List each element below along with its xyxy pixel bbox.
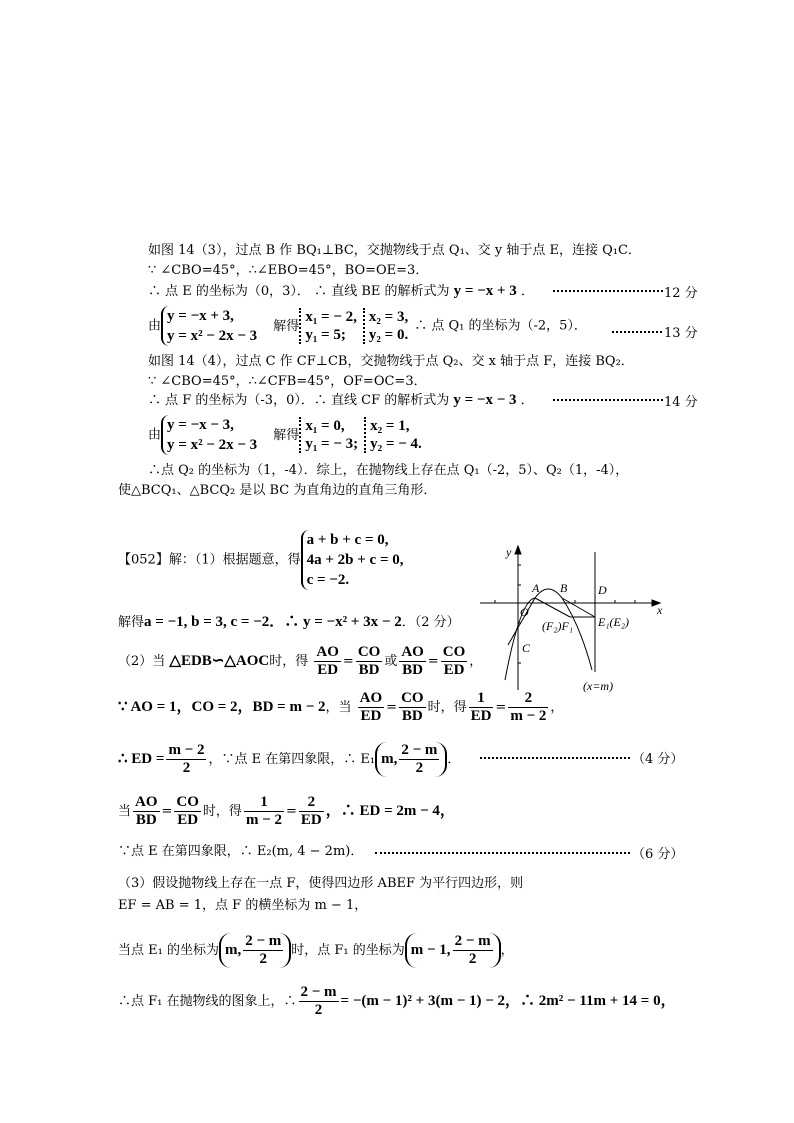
text: 解得 — [273, 318, 300, 334]
text-line: 使△BCQ₁、△BCQ₂ 是以 BC 为直角边的直角三角形． — [118, 483, 437, 498]
score: 12 分 — [664, 286, 698, 301]
leader-dots — [480, 757, 630, 759]
text: 由 — [148, 427, 162, 443]
score: 13 分 — [664, 326, 698, 341]
leader-dots — [612, 331, 662, 333]
equation-system: y = −x + 3, y = x² − 2x − 3 — [161, 306, 257, 346]
line-be — [562, 598, 595, 617]
text-line: 如图 14（3），过点 B 作 BQ₁⊥BC，交抛物线于点 Q₁、交 y 轴于点 E，连接 Q₁C． — [148, 243, 641, 258]
label-x-equals-m: (x=m) — [583, 679, 614, 693]
text: ∴ 点 Q₁ 的坐标为（-2，5）． — [414, 318, 587, 334]
text: ∴ 点 E 的坐标为（0，3）． ∴ 直线 BE 的解析式为 — [148, 284, 450, 299]
score: 14 分 — [664, 395, 698, 410]
text: 由 — [148, 318, 162, 334]
text-line: （2）当 △EDB∽△AOC时，得 $\frac{AO}{ED}$ = $\frac{CO}{BD}$ 或 $\frac{AO}{BD}$ = $\frac{CO}{ED}$ ， — [118, 644, 483, 678]
label-c: C — [522, 641, 531, 655]
label-d: D — [598, 583, 607, 597]
solution-2: x₂ = 3, y₂ = 0. — [363, 308, 408, 344]
label-f: (F₂)F₁ — [542, 619, 573, 633]
text: 【052】解：（1）根据题意，得 — [118, 552, 301, 568]
text-line: （3）假设抛物线上存在一点 F，使得四边形 ABEF 为平行四边形，则 — [118, 876, 524, 891]
label-x: x — [657, 603, 663, 617]
equation-system-line — [148, 306, 587, 346]
text-line: ∴ 点 E 的坐标为（0，3）． ∴ 直线 BE 的解析式为 y = −x + 3 ． — [148, 283, 534, 299]
text-line: EF = AB = 1，点 F 的横坐标为 m − 1， — [118, 898, 368, 913]
leader-dots — [375, 852, 630, 854]
text-line: 解得a = −1, b = 3, c = −2．∴ y = −x² + 3x − 2．（2 分） — [118, 614, 460, 630]
text-line: 如图 14（4），过点 C 作 CF⊥CB，交抛物线于点 Q₂、交 x 轴于点 F，连接 BQ₂． — [148, 354, 634, 369]
text-line: 当 $\frac{AO}{BD}$ = $\frac{CO}{ED}$ 时，得 $\frac{1}{m - 2}$ = $\frac{2}{ED}$ ，∴ ED = 2m − 4， — [118, 794, 455, 828]
y-axis-arrow — [515, 546, 521, 554]
text-line: ∵点 E 在第四象限，∴ E₂(m, 4 − 2m)． — [118, 844, 364, 859]
text: 解得 — [273, 427, 300, 443]
equation-system-line — [148, 415, 428, 455]
equation-system: a + b + c = 0, 4a + 2b + c = 0, c = −2. — [301, 530, 404, 590]
line-af — [535, 598, 570, 617]
label-a: A — [532, 581, 540, 595]
text-line: ∵ ∠CBO=45°，∴∠CFB=45°，OF=OC=3． — [148, 374, 427, 389]
equation-system: y = −x − 3, y = x² − 2x − 3 — [161, 415, 257, 455]
text-line: ∴点 Q₂ 的坐标为（1，-4）．综上，在抛物线上存在点 Q₁（-2，5）、Q₂（1，-4）， — [148, 463, 629, 478]
text-line: ∴ 点 F 的坐标为（-3，0）．∴ 直线 CF 的解析式为 y = −x − 3 ． — [148, 392, 534, 408]
text-line — [118, 530, 404, 590]
leader-dots — [553, 399, 663, 401]
solution-1: x₁ = 0, y₁ = − 3; — [299, 417, 358, 453]
text-line: ∴点 F₁ 在抛物线的图象上，∴ $\frac{2 - m}{2}$ = −(m − 1)² + 3(m − 1) − 2，∴ 2m² − 11m + 14 = 0， — [118, 984, 676, 1018]
label-e: E₁(E₂) — [598, 615, 629, 629]
score: （6 分） — [632, 847, 684, 862]
coordinate-figure — [480, 540, 680, 700]
text-line: ∵ ∠CBO=45°，∴∠EBO=45°，BO=OE=3． — [148, 263, 429, 278]
solution-1: x₁ = − 2, y₁ = 5; — [299, 308, 357, 344]
leader-dots — [553, 290, 663, 292]
equation: y = −x − 3 — [453, 392, 517, 408]
solution-2: x₂ = 1, y₂ = − 4. — [364, 417, 422, 453]
label-o: O — [520, 605, 529, 619]
equation: a = −1, b = 3, c = −2．∴ y = −x² + 3x − 2 — [144, 614, 402, 630]
label-b: B — [560, 581, 568, 595]
text-line: 当点 E₁ 的坐标为 m, $\frac{2 - m}{2}$ 时，点 F₁ 的坐标为 m − 1, $\frac{2 - m}{2}$ ， — [118, 933, 514, 967]
text-line: ∴ ED = $\frac{m - 2}{2}$ ，∵点 E 在第四象限，∴ E₁ m, $\frac{2 - m}{2}$ ． — [118, 742, 461, 776]
text: ∴ 点 F 的坐标为（-3，0）．∴ 直线 CF 的解析式为 — [148, 393, 450, 408]
text-line: ∵ AO = 1，CO = 2，BD = m − 2，当 $\frac{AO}{ED}$ = $\frac{CO}{BD}$ 时，得 $\frac{1}{ED}$ = $\frac{2}{m - 2}$ ， — [118, 690, 564, 724]
label-y: y — [506, 545, 512, 559]
equation: y = −x + 3 — [453, 283, 517, 299]
score: （4 分） — [632, 752, 684, 767]
